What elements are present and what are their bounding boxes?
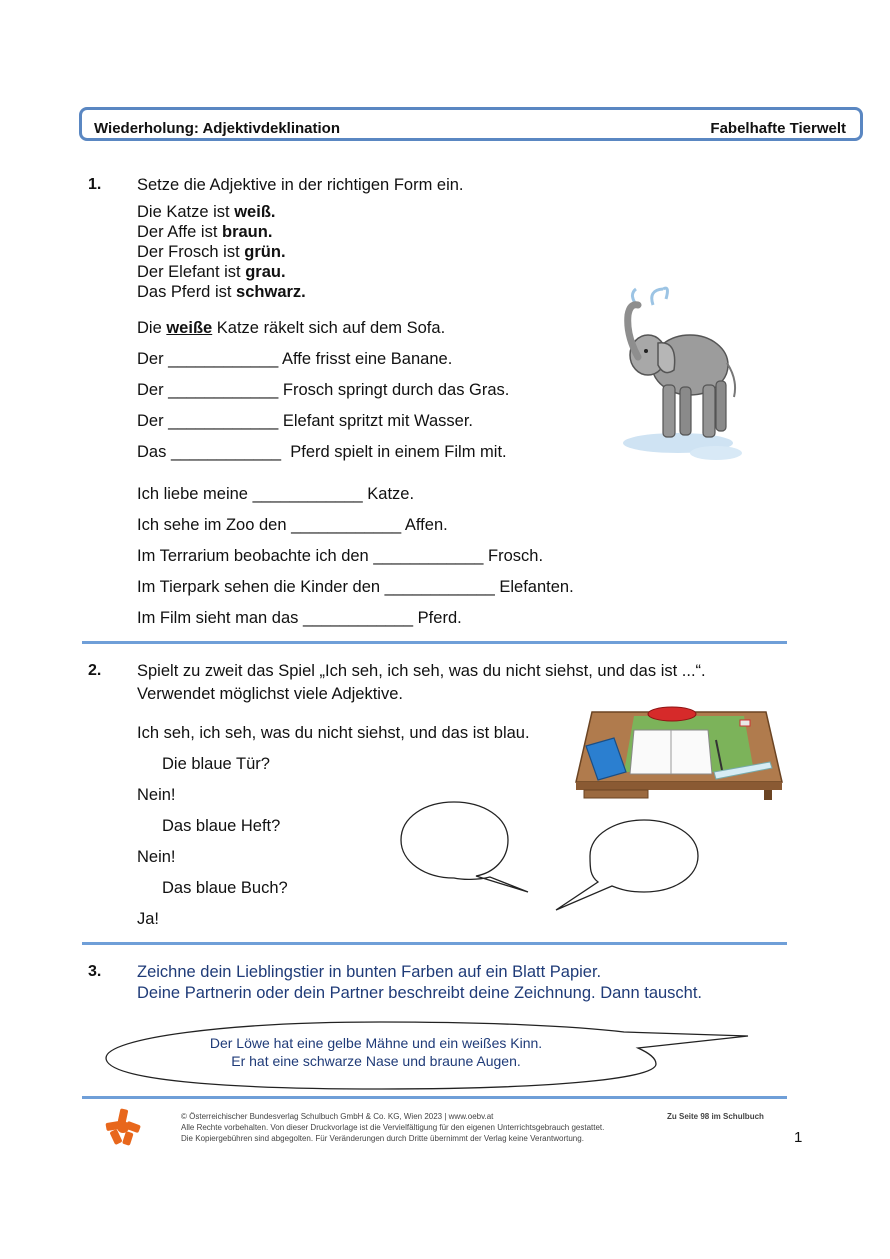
answer-blank[interactable]: ____________ bbox=[168, 381, 279, 399]
task2-instruction-2: Verwendet möglichst viele Adjektive. bbox=[137, 685, 403, 703]
dialogue-line: Nein! bbox=[137, 848, 176, 866]
elephant-eye bbox=[644, 349, 648, 353]
fill-in-sentence bbox=[137, 484, 414, 504]
sentence-post: Affen. bbox=[401, 516, 448, 534]
sentence-pre: Im Terrarium beobachte ich den bbox=[137, 547, 374, 565]
dialogue-line: Das blaue Heft? bbox=[162, 817, 281, 835]
desk-leg bbox=[764, 790, 772, 800]
fact-adjective: weiß. bbox=[234, 203, 276, 221]
sentence-pre: Der bbox=[137, 412, 169, 430]
dialogue-line: Die blaue Tür? bbox=[162, 755, 270, 773]
elephant-illustration bbox=[608, 285, 748, 465]
section-divider bbox=[82, 641, 787, 644]
task-number-1: 1. bbox=[88, 176, 102, 193]
answer-blank[interactable]: ____________ bbox=[168, 412, 279, 430]
sentence-post: Elefanten. bbox=[494, 578, 574, 596]
dialogue-line: Das blaue Buch? bbox=[162, 879, 288, 897]
answer-blank[interactable]: ____________ bbox=[291, 516, 402, 534]
rights-line: Alle Rechte vorbehalten. Von dieser Druckvorlage ist die Vervielfältigung für den eigenen Unterrichtsgebrauch gestattet. bbox=[181, 1123, 605, 1132]
fill-in-sentence bbox=[137, 515, 448, 535]
publisher-logo bbox=[104, 1108, 142, 1146]
pencil-case bbox=[648, 707, 696, 721]
sentence-post: Affe frisst eine Banane. bbox=[278, 350, 453, 368]
fill-in-sentence bbox=[137, 577, 574, 597]
task2-instruction-1: Spielt zu zweit das Spiel „Ich seh, ich seh, was du nicht siehst, und das ist ...“. bbox=[137, 662, 706, 680]
fact-adjective: grau. bbox=[245, 263, 286, 281]
fact-line bbox=[137, 242, 306, 262]
dialogue-line: Nein! bbox=[137, 786, 176, 804]
fact-line bbox=[137, 262, 306, 282]
dialogue-line: Ich seh, ich seh, was du nicht siehst, und das ist blau. bbox=[137, 724, 530, 742]
sentence-pre: Der bbox=[137, 350, 169, 368]
sentence-post: Frosch. bbox=[483, 547, 544, 565]
elephant-leg bbox=[663, 385, 675, 437]
fill-in-sentence bbox=[137, 608, 462, 628]
worksheet-title: Wiederholung: Adjektivdeklination bbox=[94, 120, 340, 137]
answer-blank[interactable]: ____________ bbox=[373, 547, 484, 565]
sentence-pre: Im Tierpark sehen die Kinder den bbox=[137, 578, 385, 596]
lion-description bbox=[104, 1034, 648, 1070]
fact-text: Der Affe ist bbox=[137, 223, 222, 241]
desk-drawer bbox=[584, 790, 648, 798]
answer-blank[interactable]: ____________ bbox=[384, 578, 495, 596]
eraser bbox=[740, 720, 750, 726]
section-divider bbox=[82, 1096, 787, 1099]
sentence-pre: Ich sehe im Zoo den bbox=[137, 516, 292, 534]
task3-instruction-2: Deine Partnerin oder dein Partner beschreibt deine Zeichnung. Dann tauscht. bbox=[137, 984, 703, 1002]
elephant-trunk bbox=[628, 305, 638, 357]
sentence-post: Elefant spritzt mit Wasser. bbox=[278, 412, 473, 430]
unit-title: Fabelhafte Tierwelt bbox=[710, 120, 846, 137]
copyright-notice bbox=[181, 1111, 604, 1144]
fact-text: Das Pferd ist bbox=[137, 283, 237, 301]
sentence-pre: Der bbox=[137, 381, 169, 399]
fill-in-sentence bbox=[137, 546, 543, 566]
elephant-leg bbox=[703, 385, 715, 437]
sentence-pre: Im Film sieht man das bbox=[137, 609, 303, 627]
task3-instruction-1: Zeichne dein Lieblingstier in bunten Farben auf ein Blatt Papier. bbox=[137, 963, 602, 981]
task1-instruction: Setze die Adjektive in der richtigen Form ein. bbox=[137, 176, 464, 194]
answer-blank[interactable]: ____________ bbox=[170, 443, 282, 461]
answer-blank[interactable]: ____________ bbox=[302, 609, 414, 627]
answer-blank[interactable]: ____________ bbox=[252, 485, 363, 503]
desk-illustration bbox=[574, 702, 784, 802]
answer-blank[interactable]: ____________ bbox=[168, 350, 279, 368]
speech-bubbles bbox=[398, 800, 708, 914]
example-post: Katze räkelt sich auf dem Sofa. bbox=[212, 319, 446, 337]
fact-adjective: grün. bbox=[244, 243, 286, 261]
speech-bubble-left bbox=[401, 802, 528, 892]
elephant-ear bbox=[658, 343, 675, 373]
fact-adjective: braun. bbox=[221, 223, 273, 241]
fill-in-sentence bbox=[137, 442, 507, 462]
dialogue-line: Ja! bbox=[137, 910, 160, 928]
example-pre: Die bbox=[137, 319, 167, 337]
fill-in-sentence bbox=[137, 380, 509, 400]
sentence-pre: Ich liebe meine bbox=[137, 485, 253, 503]
fact-text: Die Katze ist bbox=[137, 203, 235, 221]
desk-edge bbox=[576, 782, 782, 790]
fact-line bbox=[137, 282, 306, 302]
bubble-line-1: Der Löwe hat eine gelbe Mähne und ein weißes Kinn. bbox=[209, 1035, 543, 1051]
sentence-post: Katze. bbox=[362, 485, 415, 503]
fill-in-sentence bbox=[137, 349, 452, 369]
sentence-pre: Das bbox=[137, 443, 171, 461]
example-answer: weiße bbox=[166, 319, 213, 337]
fact-text: Der Frosch ist bbox=[137, 243, 245, 261]
fact-adjective: schwarz. bbox=[236, 283, 306, 301]
logo-mark bbox=[105, 1108, 141, 1146]
example-sentence bbox=[137, 318, 445, 338]
sentence-post: Pferd spielt in einem Film mit. bbox=[281, 443, 507, 461]
fact-line bbox=[137, 222, 306, 242]
fill-in-sentence bbox=[137, 411, 473, 431]
sentence-post: Frosch springt durch das Gras. bbox=[278, 381, 510, 399]
task-number-2: 2. bbox=[88, 662, 102, 679]
speech-bubble-right bbox=[556, 820, 698, 910]
water-puddle bbox=[690, 446, 742, 460]
page-number: 1 bbox=[794, 1129, 803, 1146]
task1-facts bbox=[137, 202, 306, 302]
section-divider bbox=[82, 942, 787, 945]
elephant-leg bbox=[680, 387, 691, 435]
fact-text: Der Elefant ist bbox=[137, 263, 246, 281]
task-number-3: 3. bbox=[88, 963, 102, 980]
fees-line: Die Kopiergebühren sind abgegolten. Für Veränderungen durch Dritte übernimmt der Verlag keine Verantwortung. bbox=[181, 1134, 584, 1143]
copyright-line: © Österreichischer Bundesverlag Schulbuch GmbH & Co. KG, Wien 2023 | www.oebv.at bbox=[181, 1112, 494, 1121]
bubble-line-2: Er hat eine schwarze Nase und braune Augen. bbox=[231, 1053, 521, 1069]
textbook-reference: Zu Seite 98 im Schulbuch bbox=[667, 1112, 764, 1121]
fact-line bbox=[137, 202, 306, 222]
sentence-post: Pferd. bbox=[413, 609, 462, 627]
elephant-leg bbox=[716, 381, 726, 431]
